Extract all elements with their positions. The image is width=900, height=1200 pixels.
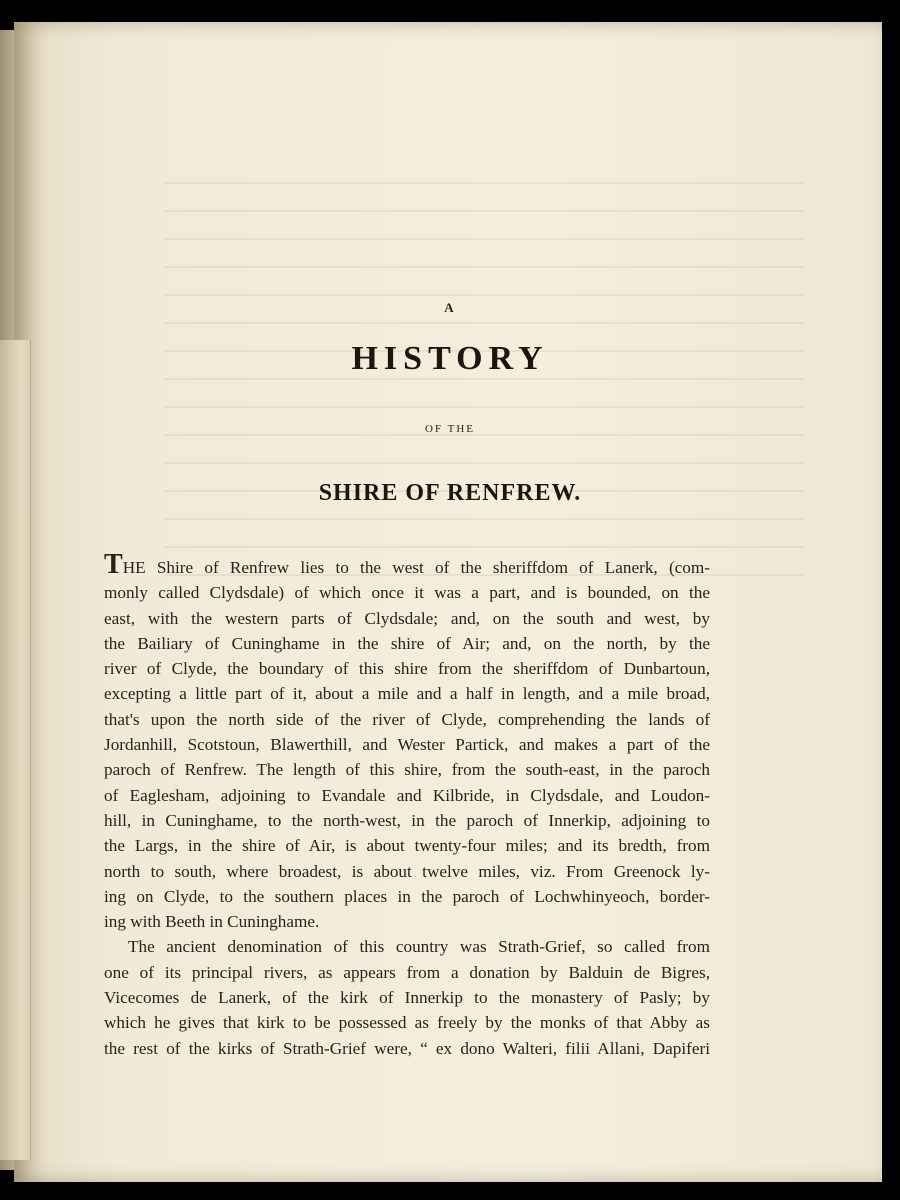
- text-line: The ancient denomination of this country was Strath-Grief, so called from: [128, 937, 710, 957]
- text-line: excepting a little part of it, about a mile and a half in length, and a mile broad,: [104, 684, 710, 704]
- page-title: HISTORY: [351, 340, 549, 377]
- text-line: the rest of the kirks of Strath-Grief were, “ ex dono Walteri, filii Allani, Dapiferi: [104, 1038, 710, 1058]
- text-line: one of its principal rivers, as appears from a donation by Balduin de Bigres,: [104, 962, 710, 982]
- drop-cap: T: [104, 549, 123, 580]
- text-line: THE Shire of Renfrew lies to the west of the sheriffdom of Lanerk, (com-: [104, 549, 710, 580]
- page-tab-strip: [0, 340, 31, 1160]
- text-line: the Bailiary of Cuninghame in the shire of Air; and, on the north, by the: [104, 633, 710, 653]
- body-text: [104, 549, 710, 1061]
- text-line: north to south, where broadest, is about twelve miles, viz. From Greenock ly-: [104, 861, 710, 881]
- text-line: of Eaglesham, adjoining to Evandale and Kilbride, in Clydsdale, and Loudon-: [104, 785, 710, 805]
- text-line: Vicecomes de Lanerk, of the kirk of Innerkip to the monastery of Pasly; by: [104, 988, 710, 1008]
- text-line: Jordanhill, Scotstoun, Blawerthill, and Wester Partick, and makes a part of the: [104, 735, 710, 755]
- show-through-text: [164, 182, 804, 602]
- text-line: which he gives that kirk to be possessed as freely by the monks of that Abby as: [104, 1013, 710, 1033]
- title-article: A: [444, 300, 456, 315]
- text-line: monly called Clydsdale) of which once it was a part, and is bounded, on the: [104, 583, 710, 603]
- text-line: the Largs, in the shire of Air, is about twenty-four miles; and its bredth, from: [104, 836, 710, 856]
- text-line: ing with Beeth in Cuninghame.: [104, 912, 320, 932]
- text-line: east, with the western parts of Clydsdale; and, on the south and west, by: [104, 608, 710, 628]
- title-of-the: OF THE: [425, 423, 475, 435]
- text-line: paroch of Renfrew. The length of this shire, from the south-east, in the paroch: [104, 760, 710, 780]
- text-line: that's upon the north side of the river of Clyde, comprehending the lands of: [104, 709, 710, 729]
- page-subtitle: SHIRE OF RENFREW.: [318, 480, 582, 506]
- text-line: ing on Clyde, to the southern places in the paroch of Lochwhinyeoch, border-: [104, 886, 710, 906]
- text-line: hill, in Cuninghame, to the north-west, in the paroch of Innerkip, adjoining to: [104, 810, 710, 830]
- text-line: river of Clyde, the boundary of this shire from the sheriffdom of Dunbartoun,: [104, 659, 710, 679]
